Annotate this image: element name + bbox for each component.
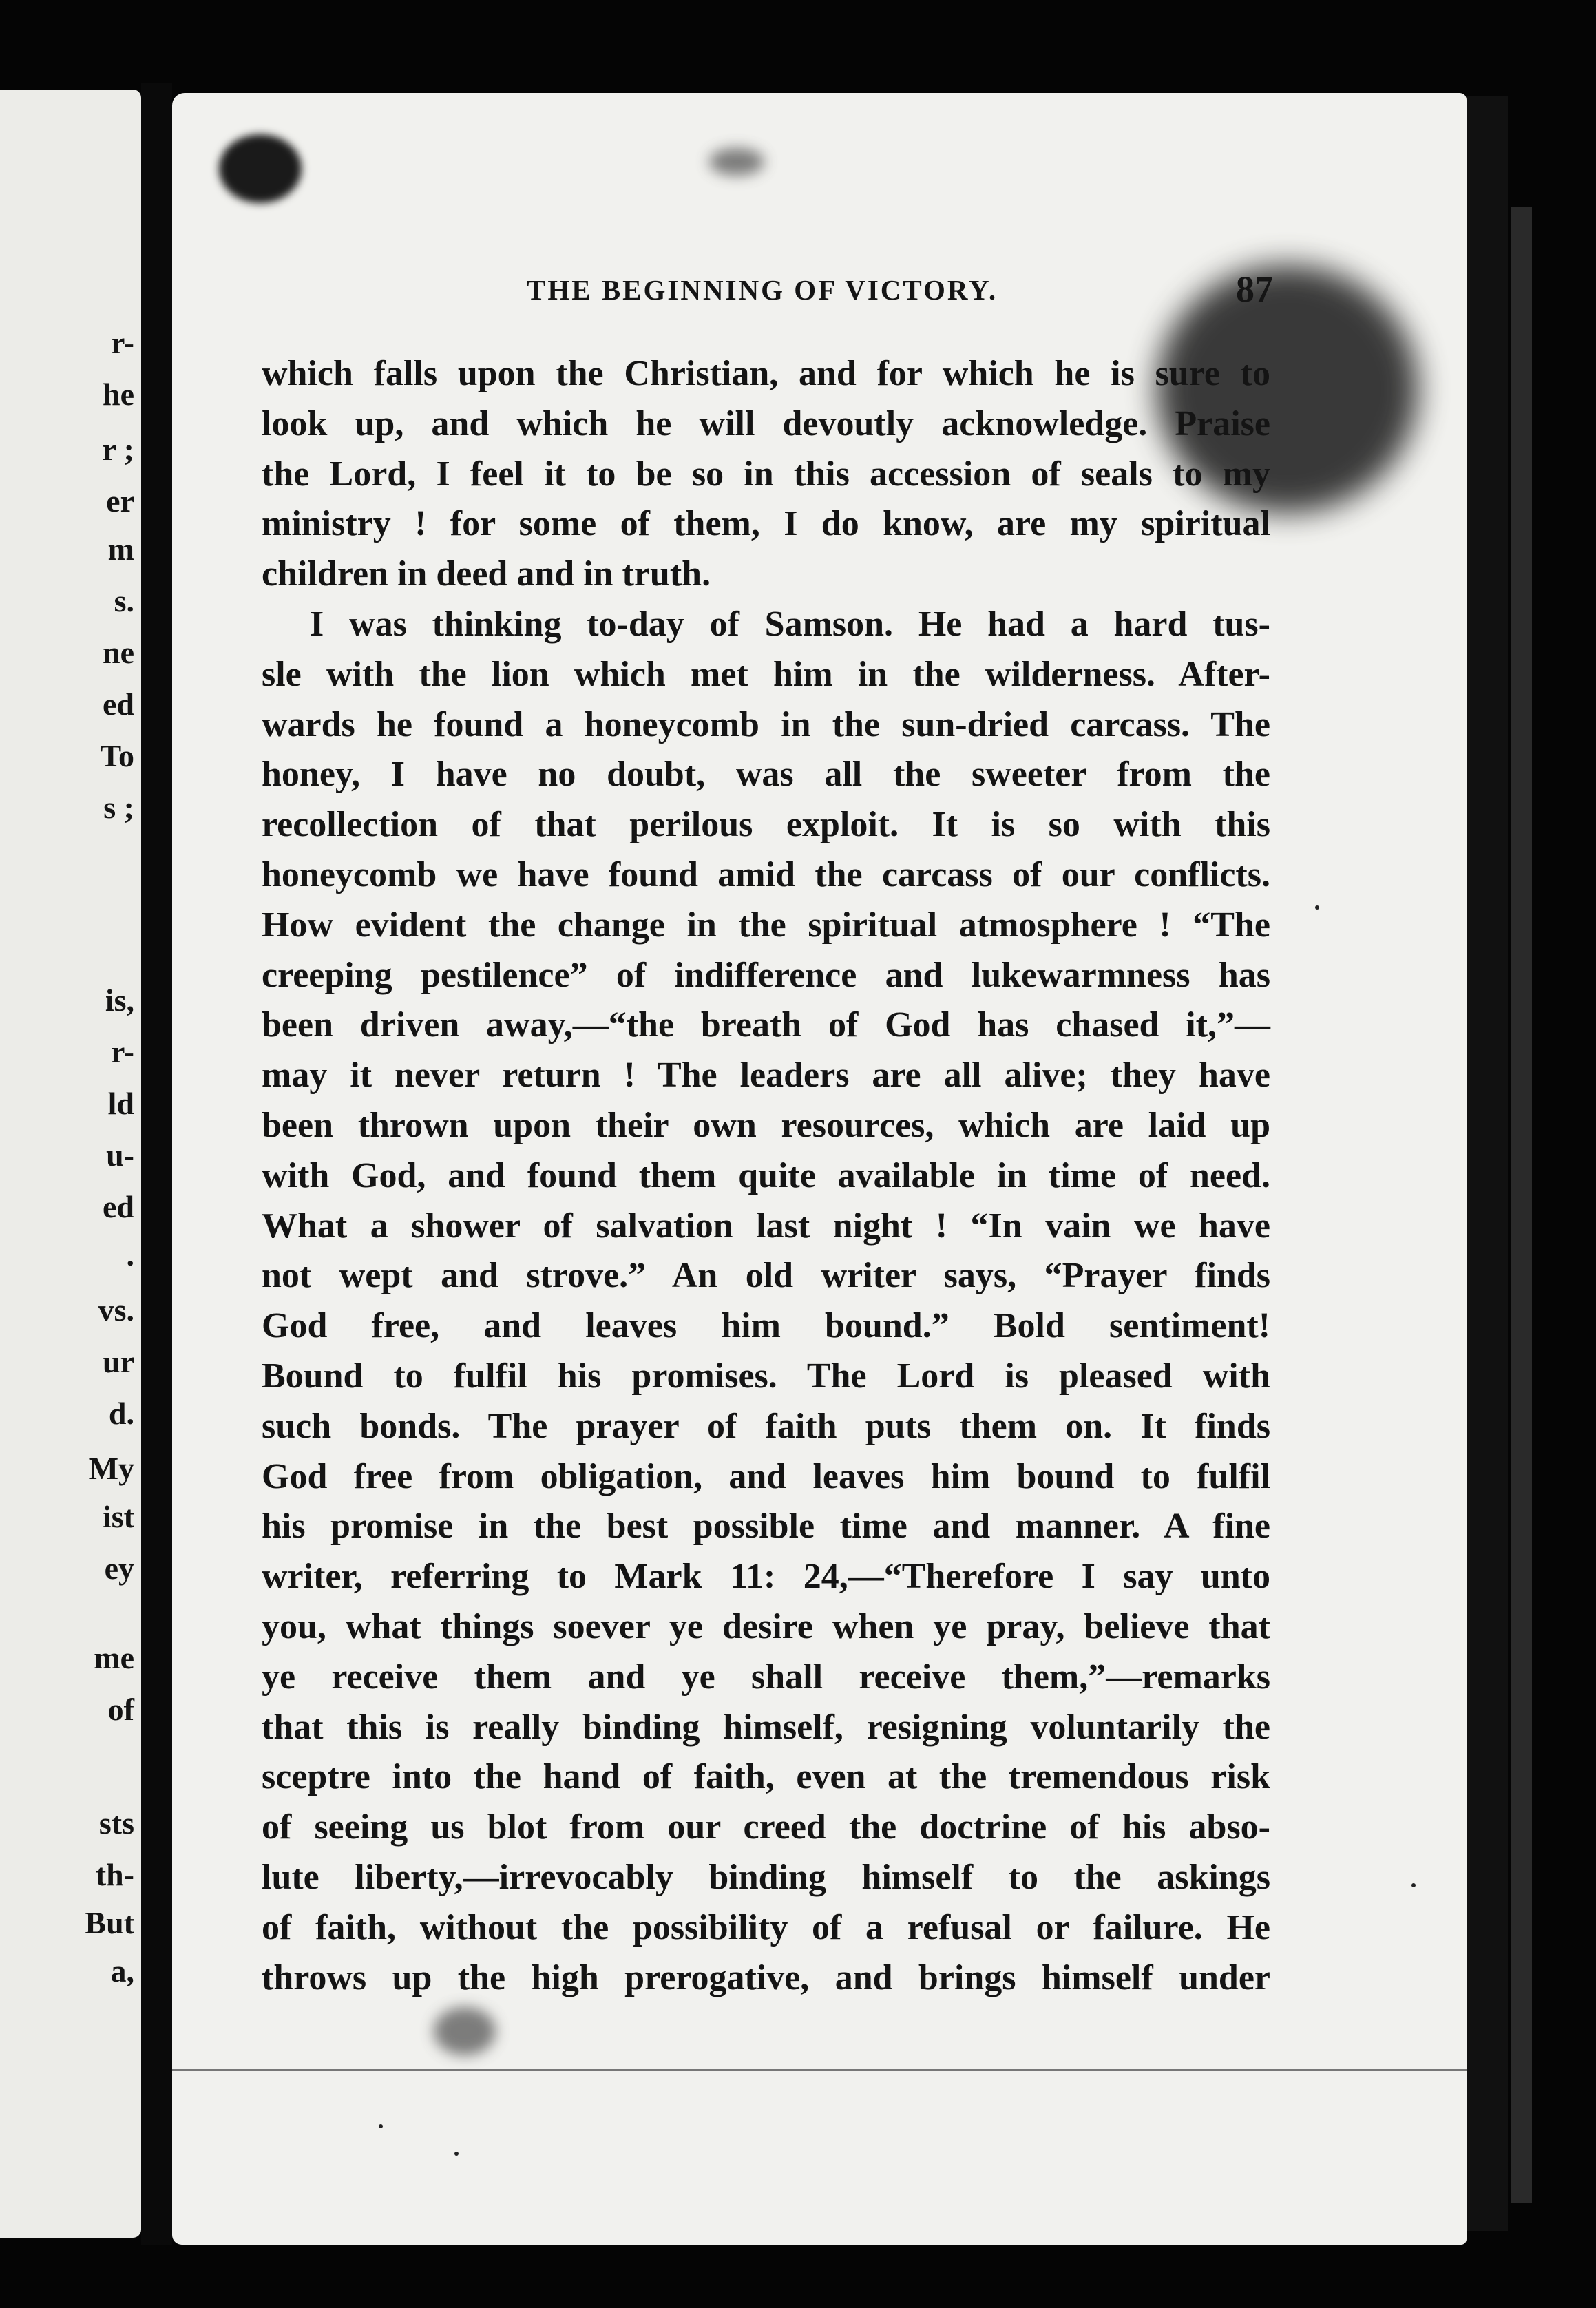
text-line: look up, and which he will devoutly acknowledge. Praise	[262, 403, 1270, 443]
page-header	[172, 269, 1467, 328]
text-line: his promise in the best possible time and manner. A fine	[262, 1507, 1270, 1546]
book-gutter	[141, 83, 172, 2245]
text-line: honeycomb we have found amid the carcass of our conflicts.	[262, 854, 1270, 894]
text-line: been thrown upon their own resources, which are laid up	[262, 1105, 1270, 1145]
text-line: recollection of that perilous exploit. It is so with this	[262, 805, 1270, 845]
text-line: God free from obligation, and leaves him bound to fulfil	[262, 1456, 1270, 1496]
text-line: sle with the lion which met him in the wilderness. After-	[262, 654, 1270, 694]
previous-page-fragment: .	[126, 1237, 134, 1272]
text-line: God free, and leaves him bound.” Bold sentiment!	[262, 1306, 1270, 1346]
right-page-edge	[1467, 96, 1508, 2231]
text-line: ministry ! for some of them, I do know, are my spiritual	[262, 504, 1270, 544]
speck	[379, 2124, 383, 2128]
stain-spot-small	[709, 148, 764, 176]
text-line: creeping pestilence” of indifference and lukewarmness has	[262, 955, 1270, 995]
running-head: THE BEGINNING OF VICTORY.	[527, 274, 998, 306]
previous-page-fragment: To	[100, 738, 134, 773]
previous-page-fragment: m	[107, 532, 134, 567]
ink-blot	[219, 134, 302, 203]
text-line: been driven away,—“the breath of God has chased it,”—	[262, 1005, 1270, 1045]
speck	[1315, 905, 1319, 910]
right-page-strip	[1511, 207, 1532, 2203]
previous-page-fragment: ld	[107, 1086, 134, 1121]
stain-spot	[434, 2007, 496, 2055]
previous-page-fragment: My	[88, 1451, 134, 1486]
previous-page-fragment: a,	[110, 1953, 134, 1989]
speck	[1411, 1883, 1416, 1887]
previous-page-fragment: ne	[103, 635, 134, 670]
previous-page-fragment: r ;	[102, 432, 134, 467]
text-line: How evident the change in the spiritual atmosphere ! “The	[262, 905, 1270, 945]
page-edge-line	[172, 2069, 1467, 2071]
text-line: honey, I have no doubt, was all the sweeter from the	[262, 755, 1270, 795]
previous-page-fragment: r-	[110, 1034, 134, 1069]
previous-page-fragment: s ;	[103, 790, 134, 825]
page-number: 87	[1236, 269, 1273, 310]
previous-page-fragment: ur	[103, 1344, 134, 1379]
previous-page-fragment: ey	[104, 1551, 134, 1586]
text-line: Bound to fulfil his promises. The Lord is pleased with	[262, 1356, 1270, 1396]
previous-page-fragment: th-	[95, 1857, 134, 1892]
previous-page-fragment: u-	[106, 1137, 134, 1173]
text-line: of faith, without the possibility of a refusal or failure. He	[262, 1907, 1270, 1947]
previous-page-fragment: ed	[103, 1189, 134, 1224]
text-line: you, what things soever ye desire when ye pray, believe that	[262, 1606, 1270, 1646]
previous-page-fragment: ed	[103, 686, 134, 722]
previous-page-fragment: of	[107, 1692, 134, 1727]
previous-page-fragment: me	[94, 1640, 134, 1675]
text-line: that this is really binding himself, resigning voluntarily the	[262, 1707, 1270, 1747]
previous-page-fragment: s.	[114, 583, 134, 618]
book-page	[172, 93, 1467, 2245]
text-line: children in deed and in truth.	[262, 554, 711, 594]
text-line: which falls upon the Christian, and for which he is sure to	[262, 354, 1270, 393]
text-line: writer, referring to Mark 11: 24,—“Therefore I say unto	[262, 1557, 1270, 1597]
previous-page-fragment: vs.	[98, 1292, 134, 1328]
previous-page-edge	[0, 90, 141, 2238]
body-text	[262, 349, 1270, 2003]
text-line: I was thinking to-day of Samson. He had a hard tus-	[310, 604, 1270, 644]
previous-page-fragment: ist	[103, 1499, 134, 1534]
text-line: wards he found a honeycomb in the sun-dried carcass. The	[262, 704, 1270, 744]
text-line: What a shower of salvation last night ! “In vain we have	[262, 1206, 1270, 1246]
text-line: of seeing us blot from our creed the doctrine of his abso-	[262, 1807, 1270, 1847]
text-line: such bonds. The prayer of faith puts them on. It finds	[262, 1406, 1270, 1446]
previous-page-fragment: r-	[110, 325, 134, 360]
text-line: with God, and found them quite available in time of need.	[262, 1155, 1270, 1195]
previous-page-fragment: d.	[108, 1396, 134, 1431]
text-line: lute liberty,—irrevocably binding himself to the askings	[262, 1857, 1270, 1897]
text-line: throws up the high prerogative, and brings himself under	[262, 1958, 1270, 1997]
previous-page-fragment: sts	[98, 1805, 134, 1840]
text-line: may it never return ! The leaders are all alive; they have	[262, 1056, 1270, 1095]
previous-page-fragment: But	[85, 1905, 134, 1940]
speck	[454, 2152, 459, 2156]
text-line: not wept and strove.” An old writer says, “Prayer finds	[262, 1256, 1270, 1296]
text-line: sceptre into the hand of faith, even at the tremendous risk	[262, 1757, 1270, 1797]
previous-page-fragment: is,	[105, 983, 134, 1018]
text-line: the Lord, I feel it to be so in this accession of seals to my	[262, 454, 1270, 494]
text-line: ye receive them and ye shall receive them,”—remarks	[262, 1657, 1270, 1697]
previous-page-fragment: he	[103, 377, 134, 412]
previous-page-fragment: er	[106, 483, 134, 518]
